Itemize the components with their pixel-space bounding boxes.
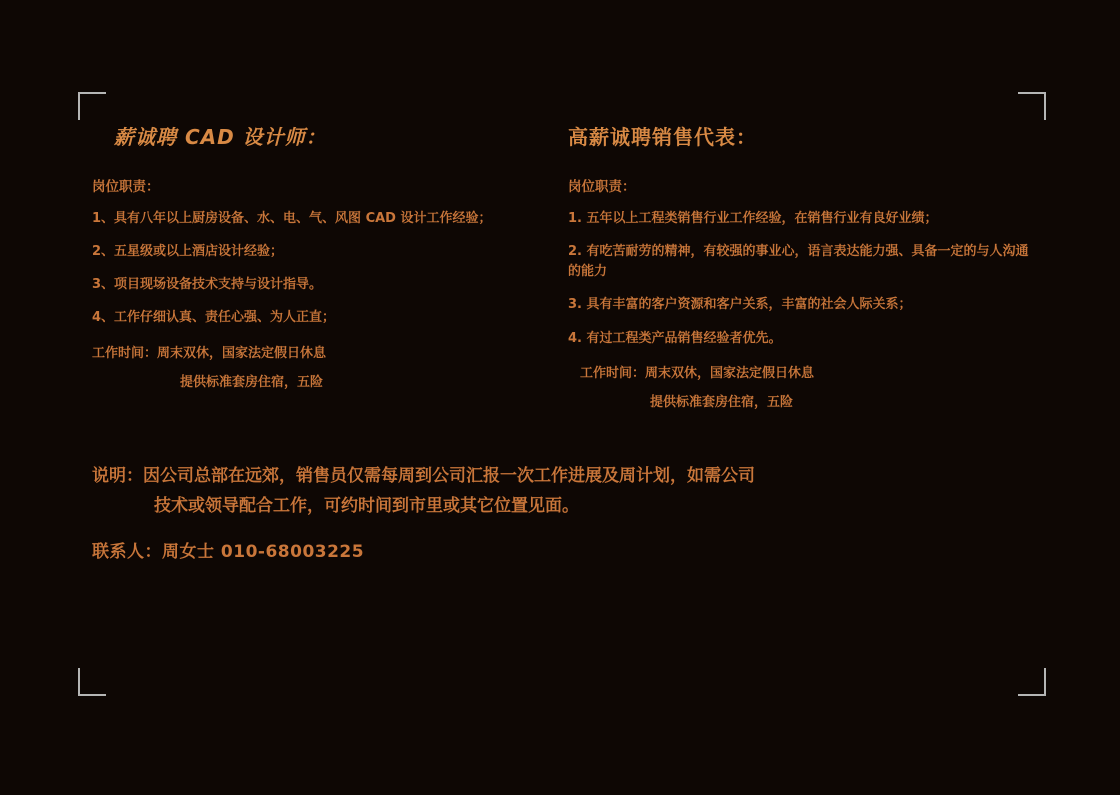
sales-representative-requirement-3: 3. 具有丰富的客户资源和客户关系，丰富的社会人际关系； — [568, 297, 912, 313]
cad-designer-dormitory: 提供标准套房住宿，五险 — [180, 374, 324, 390]
note-block — [92, 462, 992, 522]
sales-representative-dormitory: 提供标准套房住宿，五险 — [650, 394, 794, 410]
crop-mark-top-right — [1018, 92, 1046, 120]
note-line-2: 技术或领导配合工作，可约时间到市里或其它位置见面。 — [154, 495, 579, 516]
crop-mark-bottom-right — [1018, 668, 1046, 696]
crop-mark-top-left — [78, 92, 106, 120]
cad-designer-requirement-2: 2、五星级或以上酒店设计经验； — [92, 244, 284, 260]
sales-representative-heading: 高薪诚聘销售代表： — [568, 125, 757, 149]
job-posting-cad-designer — [92, 125, 532, 390]
sales-representative-subheading: 岗位职责： — [568, 179, 636, 195]
cad-designer-requirement-1: 1、具有八年以上厨房设备、水、电、气、风图 CAD 设计工作经验； — [92, 211, 492, 226]
cad-designer-heading: 薪诚聘 CAD 设计师： — [114, 125, 327, 149]
cad-designer-requirement-4: 4、工作仔细认真、责任心强、为人正直； — [92, 310, 336, 326]
sales-representative-requirement-1: 1. 五年以上工程类销售行业工作经验，在销售行业有良好业绩； — [568, 211, 938, 226]
cad-designer-requirement-3: 3、项目现场设备技术支持与设计指导。 — [92, 277, 323, 293]
note-line-1: 说明：因公司总部在远郊，销售员仅需每周到公司汇报一次工作进展及周计划，如需公司 — [92, 466, 755, 486]
contact-info: 联系人：周女士 010-68003225 — [92, 542, 365, 562]
crop-mark-bottom-left — [78, 668, 106, 696]
sales-representative-work-time: 工作时间：周末双休，国家法定假日休息 — [580, 365, 815, 381]
cad-designer-work-time: 工作时间：周末双休，国家法定假日休息 — [92, 345, 327, 361]
sales-representative-requirement-2: 2. 有吃苦耐劳的精神，有较强的事业心，语言表达能力强、具备一定的与人沟通的能力 — [568, 244, 1029, 280]
cad-designer-subheading: 岗位职责： — [92, 179, 160, 195]
sales-representative-requirement-4: 4. 有过工程类产品销售经验者优先。 — [568, 330, 782, 346]
job-posting-sales-representative — [568, 125, 1038, 410]
